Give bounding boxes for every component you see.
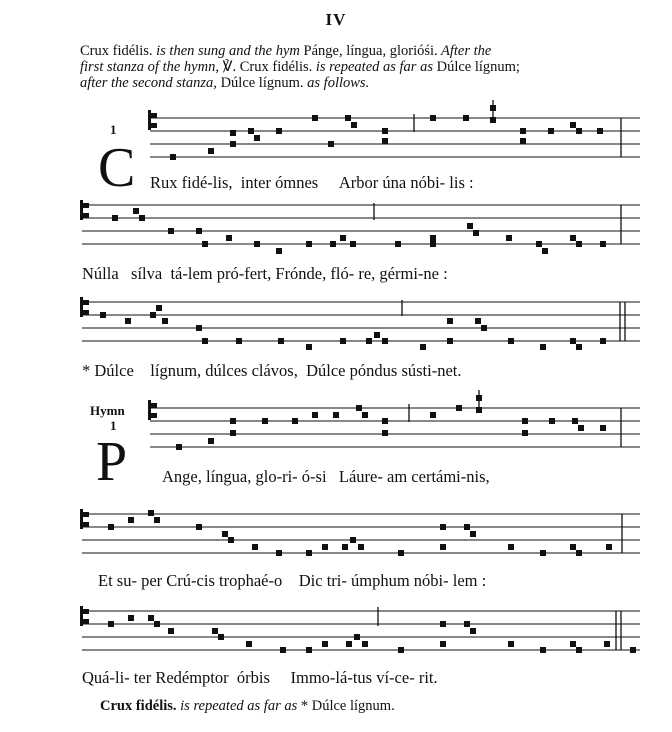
syllable: re, bbox=[358, 264, 376, 283]
staff-lines-6 bbox=[82, 611, 640, 650]
rubric-text: Dúlce lígnum. bbox=[220, 75, 304, 91]
neumes-1 bbox=[170, 105, 603, 160]
syllable: úmphum bbox=[350, 571, 410, 590]
syllable: per bbox=[141, 571, 163, 590]
drop-initial: P bbox=[96, 431, 128, 493]
neumes-5 bbox=[108, 510, 612, 556]
syllable: am bbox=[387, 467, 408, 486]
syllable: úna bbox=[382, 173, 407, 192]
lyrics-line-4 bbox=[162, 467, 490, 487]
lyrics-line-3 bbox=[82, 361, 461, 381]
syllable: sústi-net. bbox=[401, 361, 462, 380]
syllable: Rux fidé-lis, bbox=[150, 173, 233, 192]
syllable: ómnes bbox=[275, 173, 319, 192]
syllable: nóbi- bbox=[410, 173, 446, 192]
syllable: su- bbox=[116, 571, 137, 590]
syllable: trophaé-o bbox=[219, 571, 283, 590]
staff-lines-4 bbox=[150, 408, 640, 447]
syllable: lígnum, bbox=[150, 361, 202, 380]
rubric-text: Crux fidélis. bbox=[80, 43, 153, 59]
bars-2 bbox=[374, 203, 621, 244]
lyrics-line-1 bbox=[150, 173, 474, 193]
mode-number: 1 bbox=[110, 418, 117, 433]
syllable: lem : bbox=[452, 571, 487, 590]
lyrics-line-5 bbox=[98, 571, 486, 591]
rubric-italic: first stanza of the hymn, bbox=[80, 59, 223, 75]
rubric-italic: as follows. bbox=[303, 75, 370, 91]
mode-number: 1 bbox=[110, 122, 117, 137]
syllable: tá-lem bbox=[170, 264, 213, 283]
neumes-4 bbox=[176, 395, 606, 450]
staff-lines-2 bbox=[82, 205, 640, 244]
syllable: clávos, bbox=[251, 361, 298, 380]
syllable: Dúlce bbox=[94, 361, 134, 380]
footer-text: Crux fidélis. bbox=[100, 698, 177, 714]
syllable: Immo-lá-tus bbox=[290, 668, 373, 687]
syllable: Crú-cis bbox=[166, 571, 215, 590]
syllable: Dúlce bbox=[306, 361, 346, 380]
syllable: ví-ce- bbox=[376, 668, 415, 687]
syllable: Dic bbox=[298, 571, 323, 590]
syllable: rit. bbox=[418, 668, 438, 687]
syllable: Et bbox=[98, 571, 113, 590]
syllable: Quá-li- bbox=[82, 668, 130, 687]
syllable: ó-si bbox=[301, 467, 327, 486]
syllable: Frónde, bbox=[275, 264, 327, 283]
syllable: lis : bbox=[449, 173, 474, 192]
footer-rubric bbox=[100, 698, 395, 715]
bars-1 bbox=[414, 100, 621, 157]
syllable: tri- bbox=[326, 571, 347, 590]
rubric-italic: is then sung and the hym bbox=[152, 43, 304, 59]
rubric-text: Dúlce lígnum; bbox=[436, 59, 520, 75]
syllable: Láure- bbox=[338, 467, 383, 486]
neumes-6 bbox=[108, 615, 636, 653]
syllable: órbis bbox=[236, 668, 270, 687]
syllable: Redémptor bbox=[155, 668, 229, 687]
syllable: ter bbox=[133, 668, 152, 687]
syllable: inter bbox=[240, 173, 271, 192]
rubric-italic: is repeated as far as bbox=[312, 59, 437, 75]
footer-text: * Dúlce lígnum. bbox=[300, 698, 395, 714]
syllable: Ange, bbox=[162, 467, 202, 486]
page-number: IV bbox=[325, 10, 347, 29]
syllable: certámi-nis, bbox=[411, 467, 490, 486]
syllable: póndus bbox=[349, 361, 398, 380]
staff-lines-1 bbox=[150, 118, 640, 157]
rubric-italic: after the second stanza, bbox=[80, 75, 221, 91]
bars-6 bbox=[378, 607, 621, 650]
asterisk: * bbox=[82, 361, 91, 380]
syllable: pró-fert, bbox=[216, 264, 272, 283]
lyrics-line-6 bbox=[82, 668, 438, 688]
rubric-text: ℣. Crux fidélis. bbox=[222, 59, 313, 75]
syllable: dúlces bbox=[205, 361, 248, 380]
syllable: gérmi-ne : bbox=[379, 264, 448, 283]
syllable: nóbi- bbox=[413, 571, 449, 590]
lyrics-line-2 bbox=[82, 264, 448, 284]
drop-initial: C bbox=[98, 137, 136, 199]
hymn-label: Hymn bbox=[90, 403, 125, 418]
bars-3 bbox=[402, 300, 625, 341]
bars-4 bbox=[409, 390, 621, 447]
footer-italic: is repeated as far as bbox=[176, 698, 301, 714]
syllable: fló- bbox=[330, 264, 355, 283]
syllable: glo-ri- bbox=[255, 467, 298, 486]
syllable: língua, bbox=[206, 467, 252, 486]
rubric-text: Pánge, língua, glorióśi. bbox=[303, 43, 438, 59]
syllable: Núlla bbox=[82, 264, 119, 283]
rubric-italic: After the bbox=[437, 43, 492, 59]
syllable: Arbor bbox=[338, 173, 379, 192]
syllable: sílva bbox=[131, 264, 163, 283]
